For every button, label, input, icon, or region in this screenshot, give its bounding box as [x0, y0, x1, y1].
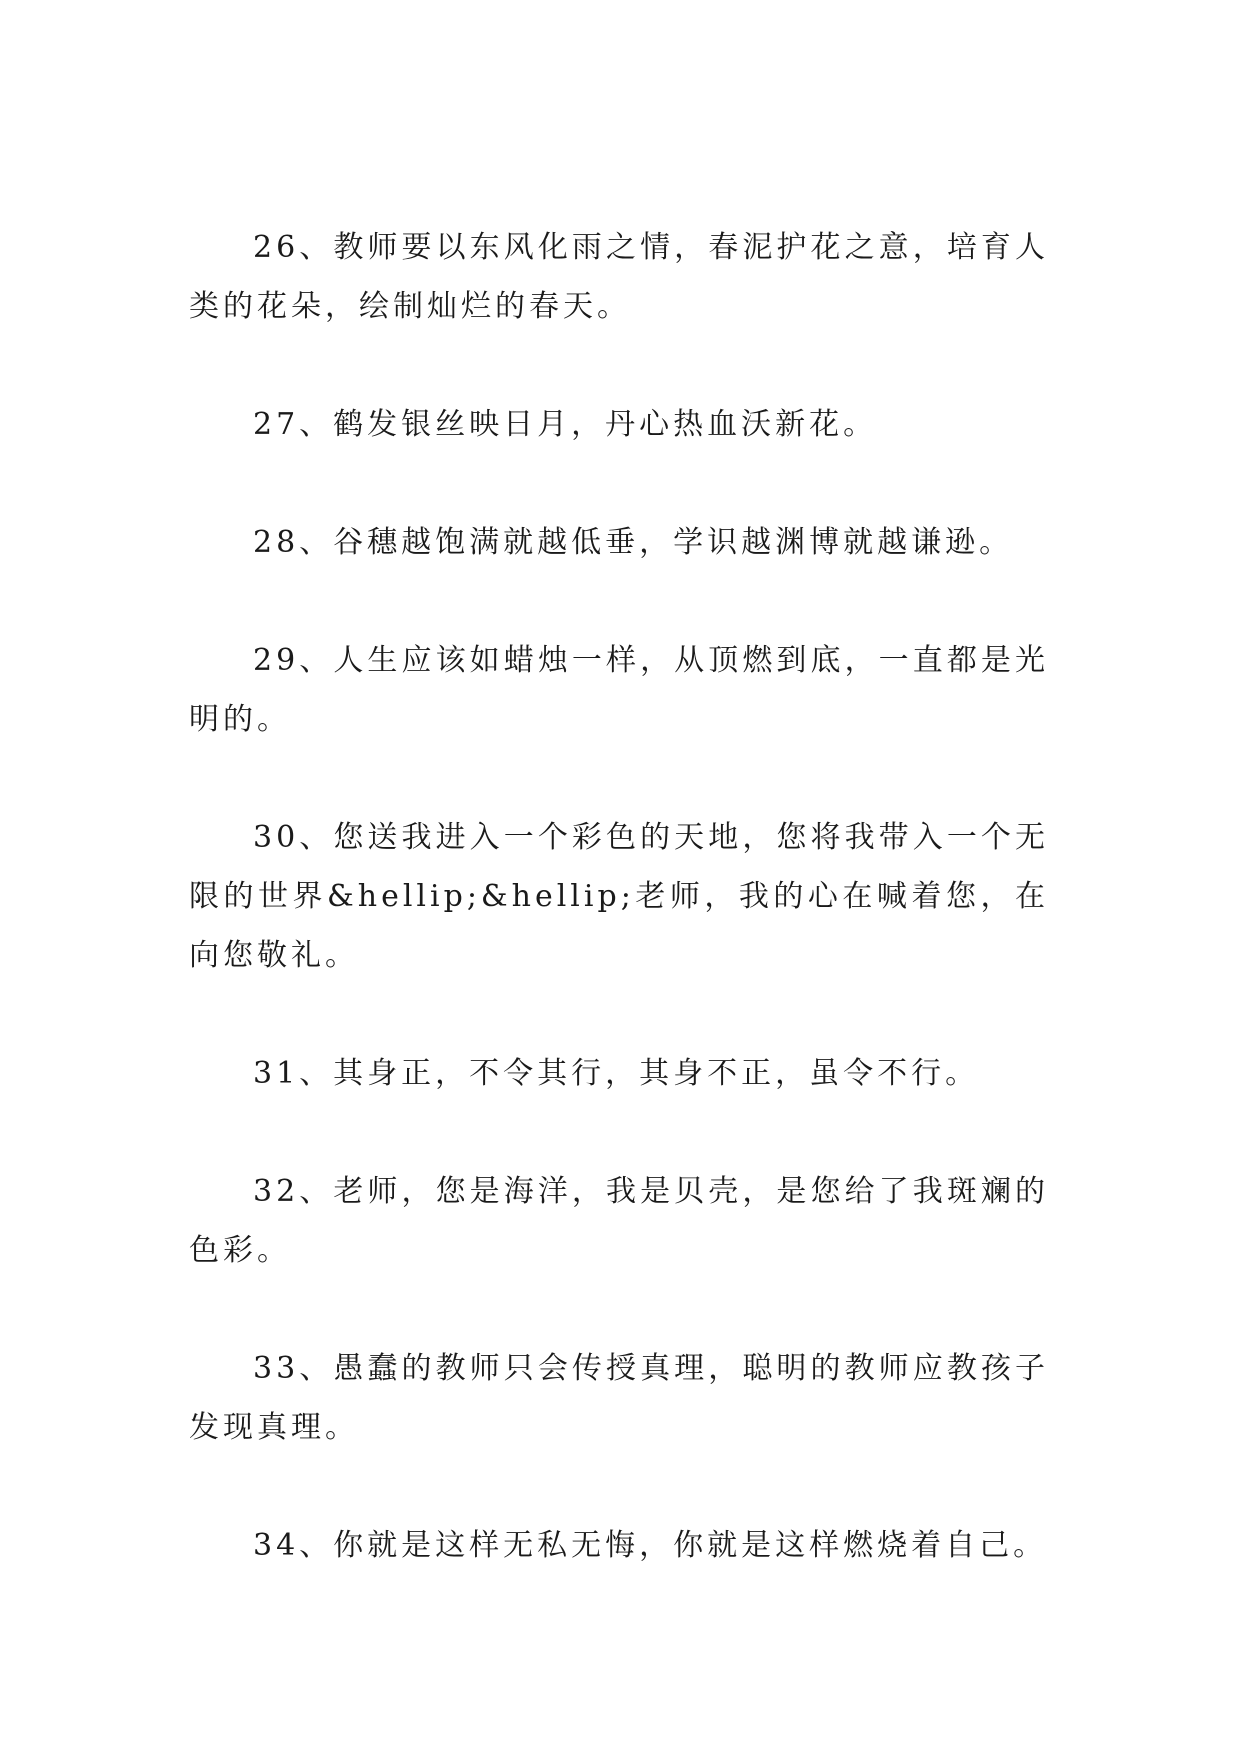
- paragraph-27: 27、鹤发银丝映日月，丹心热血沃新花。: [253, 407, 878, 442]
- paragraph-34: 34、你就是这样无私无悔，你就是这样燃烧着自己。: [253, 1528, 1048, 1563]
- paragraph-29: 29、人生应该如蜡烛一样，从顶燃到底，一直都是光明的。: [189, 643, 1049, 737]
- paragraph-32: 32、老师，您是海洋，我是贝壳，是您给了我斑斓的色彩。: [189, 1174, 1049, 1268]
- document-body: [189, 218, 1049, 1634]
- paragraph-28: 28、谷穗越饱满就越低垂，学识越渊博就越谦逊。: [253, 525, 1014, 560]
- paragraph-30: 30、您送我进入一个彩色的天地，您将我带入一个无限的世界&hellip;&hellip;老师，我的心在喊着您，在向您敬礼。: [189, 820, 1049, 973]
- paragraph-26: 26、教师要以东风化雨之情，春泥护花之意，培育人类的花朵，绘制灿烂的春天。: [189, 230, 1049, 324]
- paragraph-33: 33、愚蠢的教师只会传授真理，聪明的教师应教孩子发现真理。: [189, 1351, 1049, 1445]
- paragraph-31: 31、其身正，不令其行，其身不正，虽令不行。: [253, 1056, 980, 1091]
